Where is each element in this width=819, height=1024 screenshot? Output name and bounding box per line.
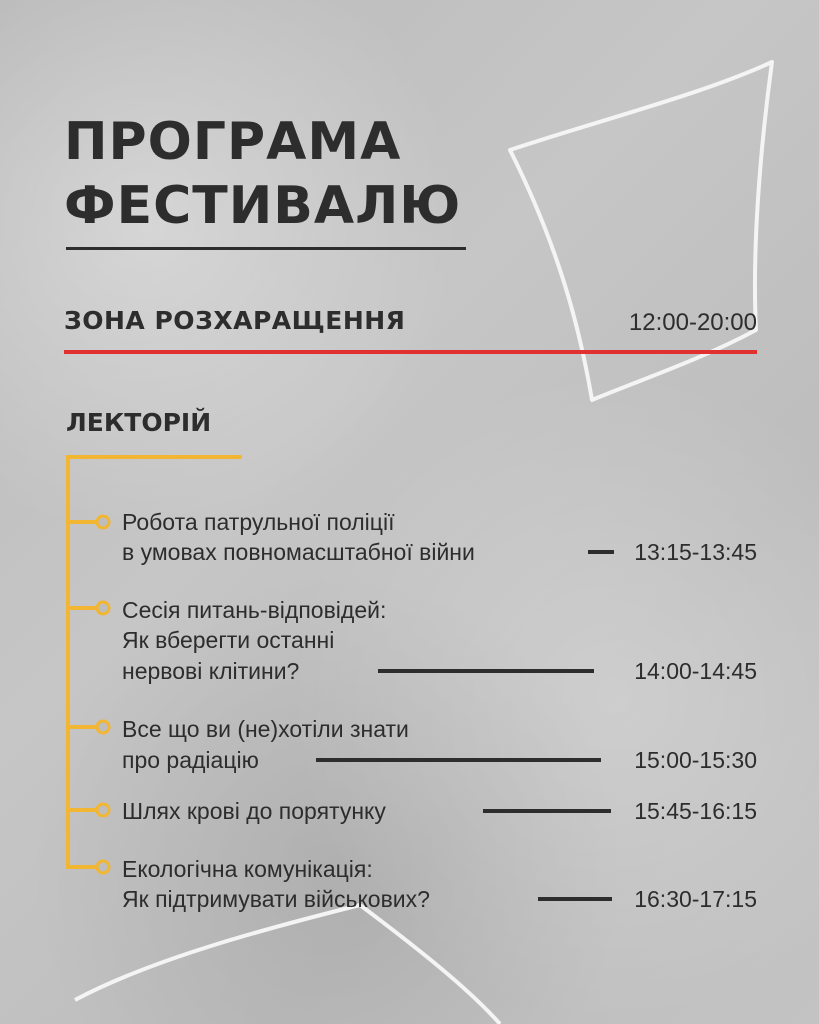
lecture-item-1-time: 13:15-13:45 xyxy=(634,539,757,565)
timeline-node-1 xyxy=(97,516,109,528)
lecture-item-4-leader xyxy=(483,809,611,813)
title-underline xyxy=(66,247,466,250)
lecture-item-1-line2: в умовах повномасштабної війни xyxy=(122,539,475,565)
timeline-node-2 xyxy=(97,602,109,614)
lecture-item-5-line2: Як підтримувати військових? xyxy=(122,886,430,912)
timeline-node-3 xyxy=(97,721,109,733)
lecture-item-5-leader xyxy=(538,897,612,901)
lecture-item-4-time: 15:45-16:15 xyxy=(634,798,757,824)
lecture-item-3-line1: Все що ви (не)хотіли знати xyxy=(122,716,409,742)
page-title xyxy=(64,110,461,238)
lecture-item-1-leader xyxy=(588,550,614,554)
lecture-item-3-time: 15:00-15:30 xyxy=(634,747,757,773)
timeline-node-5 xyxy=(97,861,109,873)
lecture-item-2-line2: Як вберегти останні xyxy=(122,627,335,653)
lecture-item-2-line1: Сесія питань-відповідей: xyxy=(122,597,387,623)
lecture-item-2-line3: нервові клітини? xyxy=(122,658,300,684)
lecture-item-2-leader xyxy=(378,669,594,673)
lecture-item-3-line2: про радіацію xyxy=(122,747,259,773)
lecture-item-4-line1: Шлях крові до порятунку xyxy=(122,798,386,824)
timeline-node-4 xyxy=(97,804,109,816)
lecture-item-5-time: 16:30-17:15 xyxy=(634,886,757,912)
page-title-line2: ФЕСТИВАЛЮ xyxy=(64,176,462,236)
zone-underline xyxy=(64,350,757,354)
zone-title: ЗОНА РОЗХАРАЩЕННЯ xyxy=(64,306,406,335)
page-title-line1: ПРОГРАМА xyxy=(64,112,402,172)
lecture-item-1-line1: Робота патрульної поліції xyxy=(122,509,395,535)
lecture-item-5-line1: Екологічна комунікація: xyxy=(122,856,373,882)
lecture-item-2-time: 14:00-14:45 xyxy=(634,658,757,684)
zone-time: 12:00-20:00 xyxy=(628,309,757,336)
lectures-title: ЛЕКТОРІЙ xyxy=(66,408,212,437)
lecture-item-3-leader xyxy=(316,758,601,762)
